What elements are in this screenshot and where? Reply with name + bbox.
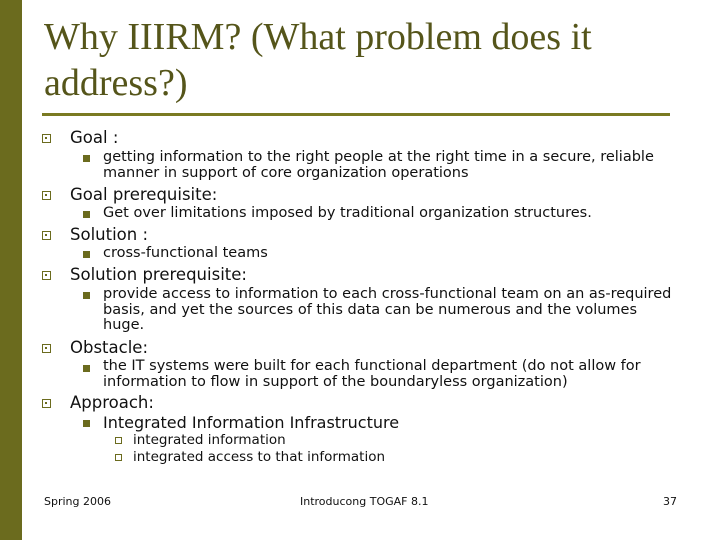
square-outline-bullet-icon	[115, 437, 122, 444]
bullet-obstacle: Obstacle:	[70, 338, 149, 357]
sub-bullet-solution-prerequisite: provide access to information to each cross-functional team on an as-required basis, and yet the sources of this data can be numerous and the volumes huge.	[103, 286, 672, 333]
footer-date: Spring 2006	[44, 495, 111, 508]
sub-bullet-goal-prerequisite: Get over limitations imposed by traditional organization structures.	[103, 205, 592, 221]
sub-bullet-approach: Integrated Information Infrastructure	[103, 413, 400, 432]
bullet-solution-prerequisite: Solution prerequisite:	[70, 265, 247, 284]
square-bullet-icon	[42, 271, 51, 280]
square-bullet-icon	[42, 191, 51, 200]
square-bullet-icon	[83, 292, 90, 299]
subsub-bullet-integrated-information: integrated information	[133, 432, 286, 448]
square-bullet-icon	[83, 251, 90, 258]
footer-page-number: 37	[663, 495, 677, 508]
square-bullet-icon	[83, 211, 90, 218]
square-bullet-icon	[83, 420, 90, 427]
square-bullet-icon	[42, 231, 51, 240]
bullet-approach: Approach:	[70, 393, 154, 412]
square-bullet-icon	[83, 365, 90, 372]
slide-title: Why IIIRM? (What problem does it address?)	[44, 16, 592, 104]
bullet-goal-prerequisite: Goal prerequisite:	[70, 185, 218, 204]
sub-bullet-obstacle: the IT systems were built for each functional department (do not allow for information to flow in support of the boundaryless organization)	[103, 358, 641, 390]
square-outline-bullet-icon	[115, 454, 122, 461]
bullet-goal: Goal :	[70, 128, 119, 147]
square-bullet-icon	[42, 399, 51, 408]
sub-bullet-solution: cross-functional teams	[103, 245, 268, 261]
subsub-bullet-integrated-access: integrated access to that information	[133, 449, 386, 465]
footer-course-title: Introducong TOGAF 8.1	[300, 495, 429, 508]
bullet-solution: Solution :	[70, 225, 149, 244]
square-bullet-icon	[42, 344, 51, 353]
square-bullet-icon	[83, 155, 90, 162]
square-bullet-icon	[42, 134, 51, 143]
sub-bullet-goal: getting information to the right people at the right time in a secure, reliable manner in support of core organization operations	[103, 149, 654, 181]
